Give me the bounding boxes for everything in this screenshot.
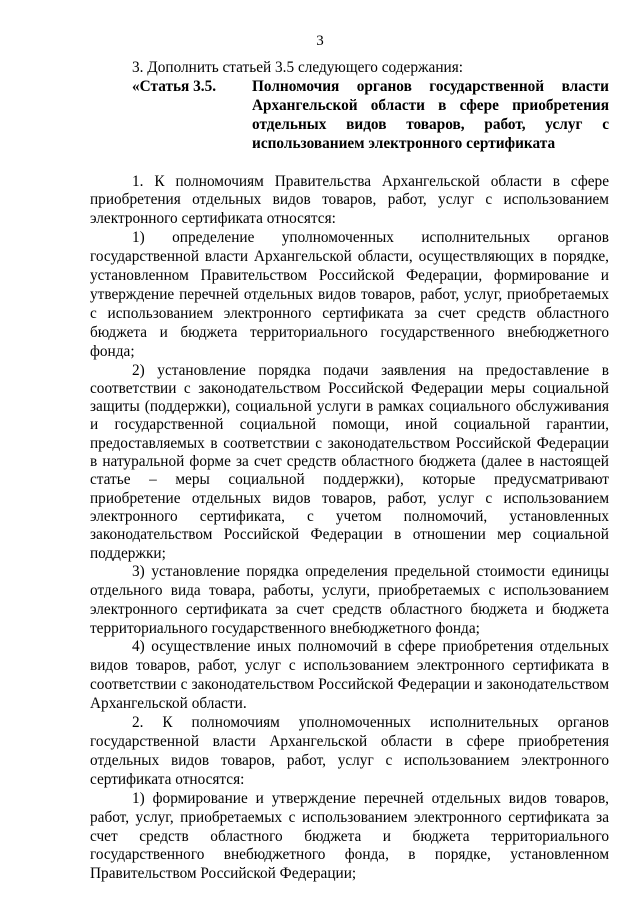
article-number: «Статья 3.5.	[132, 77, 217, 95]
paragraph-1-item-4: 4) осуществление иных полномочий в сфере приобретения отдельных видов товаров, работ, услуг с использованием электронного сертификата в соответствии с законодательством Российской Федерации и законодательством Архангельской области.	[90, 638, 609, 713]
paragraph-2-item-1: 1) формирование и утверждение перечней отдельных видов товаров, работ, услуг, приобретаемых с использованием электронного сертификата за счет средств областного бюджета и бюджета территориального государственного внебюджетного фонда, в порядке, установленном Правительством Российской Федерации;	[90, 789, 609, 883]
page-number: 3	[316, 33, 324, 49]
heading-spacer	[90, 154, 609, 173]
paragraph-1-government-powers: 1. К полномочиям Правительства Архангельской области в сфере приобретения отдельных видов товаров, работ, услуг с использованием электронного сертификата относятся:	[90, 172, 609, 228]
paragraph-1-item-3: 3) установление порядка определения предельной стоимости единицы отдельного вида товара, работы, услуги, приобретаемых с использованием электронного сертификата за счет средств областного бюджета и бюджета территориального государственного внебюджетного фонда;	[90, 562, 609, 637]
amendment-intro: 3. Дополнить статьей 3.5 следующего содержания:	[132, 59, 464, 76]
paragraph-1-item-1: 1) определение уполномоченных исполнительных органов государственной власти Архангельской области, осуществляющих в порядке, установленном Правительством Российской Федерации, формирование и утверждение перечней отдельных видов товаров, работ, услуг, приобретаемых с использованием электронного сертификата за счет средств областного бюджета и бюджета территориального государственного внебюджетного фонда;	[90, 229, 609, 360]
paragraph-2-authorized-bodies-powers: 2. К полномочиям уполномоченных исполнительных органов государственной власти Архангельской области в сфере приобретения отдельных видов товаров, работ, услуг с использованием электронного сертификата относятся:	[90, 714, 609, 788]
paragraph-1-item-2: 2) установление порядка подачи заявления на предоставление в соответствии с законодательством Российской Федерации меры социальной защиты (поддержки), социальной услуги в рамках социального обслуживания и государственной социальной помощи, иной социальной гарантии, предоставляемых в соответствии с законодательством Российской Федерации в натуральной форме за счет средств областного бюджета (далее в настоящей статье – меры социальной поддержки), которые предусматривают приобретение отдельных видов товаров, работ, услуг с использованием электронного сертификата, с учетом полномочий, установленных законодательством Российской Федерации в отношении мер социальной поддержки;	[90, 361, 609, 562]
document-body	[90, 59, 609, 884]
article-heading	[132, 78, 609, 154]
article-title: Полномочия органов государственной власти Архангельской области в сфере приобретения отдельных видов товаров, работ, услуг с использованием электронного сертификата	[252, 77, 609, 152]
